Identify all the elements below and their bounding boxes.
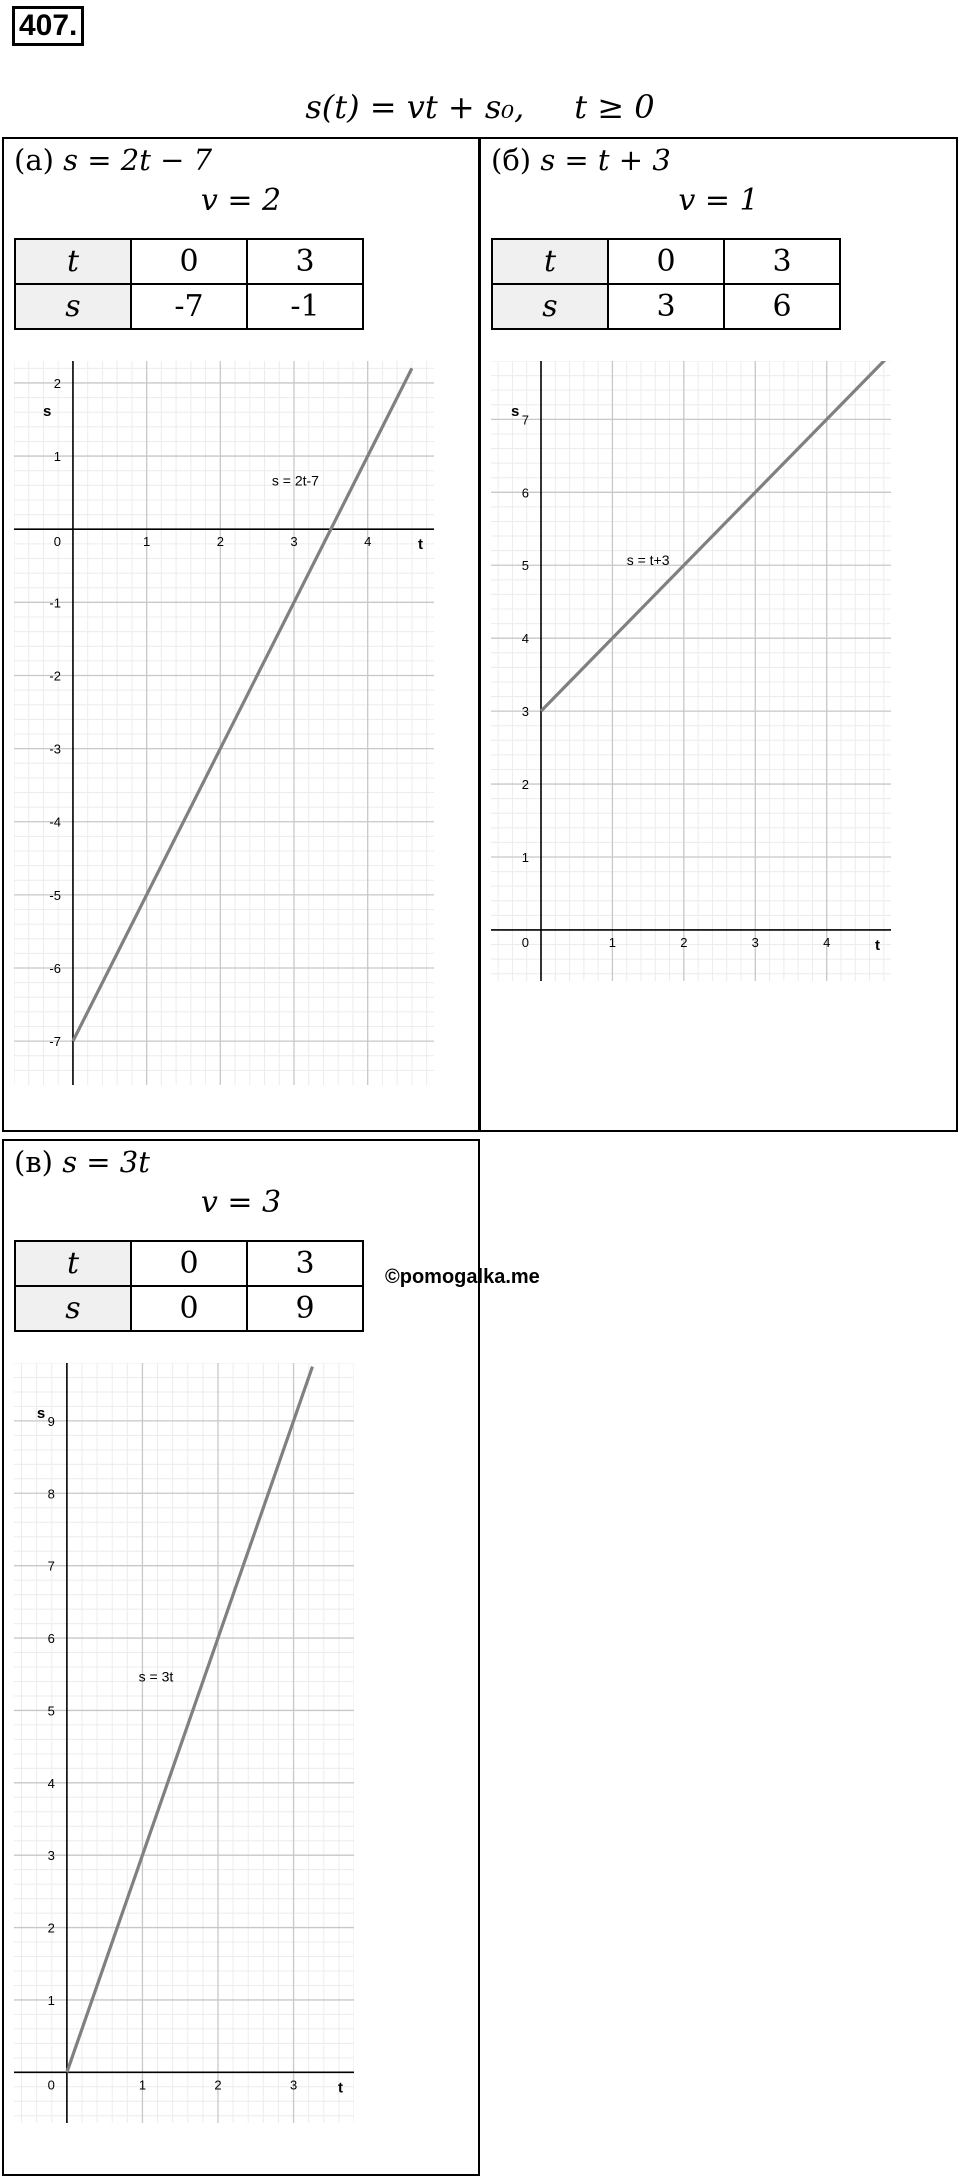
y-tick-label: 4 <box>521 631 529 647</box>
table-row-t <box>492 239 840 284</box>
y-tick-label: 1 <box>521 850 529 865</box>
y-tick-label: 6 <box>47 1631 55 1647</box>
y-tick-label: 1 <box>53 449 61 465</box>
t-value: 0 <box>131 239 247 284</box>
origin-label: 0 <box>521 934 529 950</box>
x-tick-label: 3 <box>290 534 298 550</box>
table-row-s <box>15 284 363 329</box>
panel-equation: s = 3t <box>62 1145 150 1179</box>
y-tick-label: 3 <box>47 1848 55 1864</box>
x-axis-label: t <box>875 936 880 954</box>
panel-label: (а) <box>14 143 54 177</box>
y-tick-label: -2 <box>49 668 61 684</box>
general-formula <box>0 88 960 126</box>
s-header: s <box>492 284 608 329</box>
table-row-t <box>15 239 363 284</box>
panel-label: (в) <box>14 1145 53 1179</box>
x-tick-label: 4 <box>823 934 831 950</box>
s-value: 0 <box>131 1286 247 1331</box>
table-row-s <box>492 284 840 329</box>
panel-title <box>491 143 671 177</box>
panel-label: (б) <box>491 143 532 177</box>
formula-condition: t ≥ 0 <box>574 88 655 126</box>
x-tick-label: 2 <box>216 534 224 550</box>
y-tick-label: -1 <box>49 595 61 611</box>
y-tick-label: 5 <box>47 1703 55 1719</box>
graph-c <box>14 1363 354 2123</box>
t-header: t <box>492 239 608 284</box>
t-value: 3 <box>247 1241 363 1286</box>
graph-b <box>491 361 891 981</box>
watermark: ©pomogalka.me <box>385 1266 540 1288</box>
s-header: s <box>15 284 131 329</box>
formula-main: s(t) = vt + s₀, <box>305 88 525 126</box>
y-tick-label: 7 <box>521 412 529 428</box>
y-tick-label: -5 <box>49 887 61 903</box>
x-axis-label: t <box>338 2079 343 2097</box>
y-tick-label: 7 <box>47 1558 55 1574</box>
origin-label: 0 <box>47 2077 55 2093</box>
task-number: 407. <box>12 6 84 46</box>
y-tick-label: 9 <box>47 1413 55 1429</box>
x-tick-label: 3 <box>289 2077 298 2093</box>
values-table <box>14 238 364 330</box>
panel-title <box>14 143 212 177</box>
graph-a <box>14 361 434 1085</box>
t-header: t <box>15 1241 131 1286</box>
y-tick-label: 3 <box>521 704 529 720</box>
t-value: 0 <box>131 1241 247 1286</box>
series-line <box>67 1367 313 2073</box>
y-tick-label: 2 <box>521 777 529 793</box>
x-tick-label: 1 <box>138 2077 147 2093</box>
x-tick-label: 2 <box>680 934 688 950</box>
panel-title <box>14 1145 150 1179</box>
x-tick-label: 3 <box>751 934 759 950</box>
table-row-t <box>15 1241 363 1286</box>
s-value: 6 <box>724 284 840 329</box>
panel-equation: s = t + 3 <box>540 143 671 177</box>
y-tick-label: 2 <box>47 1920 55 1936</box>
x-axis-label: t <box>418 536 423 554</box>
y-tick-label: 6 <box>521 485 529 501</box>
s-value: -1 <box>247 284 363 329</box>
y-axis-label: s <box>36 1405 46 1422</box>
y-tick-label: -7 <box>49 1034 61 1050</box>
line-annotation: s = 2t-7 <box>271 472 319 489</box>
y-tick-label: 8 <box>47 1486 55 1502</box>
panel-c <box>2 1139 480 2176</box>
t-value: 3 <box>724 239 840 284</box>
panel-b <box>479 137 958 1132</box>
line-annotation: s = 3t <box>138 1668 174 1685</box>
values-table <box>491 238 841 330</box>
y-tick-label: -4 <box>49 814 61 830</box>
s-header: s <box>15 1286 131 1331</box>
y-tick-label: -3 <box>49 741 61 757</box>
velocity-label: v = 2 <box>200 183 282 218</box>
x-tick-label: 1 <box>608 934 617 950</box>
t-value: 0 <box>608 239 724 284</box>
values-table <box>14 1240 364 1332</box>
y-tick-label: -6 <box>49 960 61 976</box>
x-tick-label: 2 <box>214 2077 222 2093</box>
panel-a <box>2 137 480 1132</box>
y-tick-label: 1 <box>47 1992 55 2008</box>
line-annotation: s = t+3 <box>626 552 670 569</box>
velocity-label: v = 3 <box>200 1185 282 1220</box>
table-row-s <box>15 1286 363 1331</box>
t-value: 3 <box>247 239 363 284</box>
y-axis-label: s <box>42 403 52 420</box>
y-tick-label: 5 <box>521 558 529 574</box>
s-value: -7 <box>131 284 247 329</box>
x-tick-label: 4 <box>364 534 372 550</box>
s-value: 3 <box>608 284 724 329</box>
velocity-label: v = 1 <box>678 183 759 218</box>
y-tick-label: 2 <box>53 375 61 391</box>
x-tick-label: 1 <box>143 534 151 550</box>
s-value: 9 <box>247 1286 363 1331</box>
origin-label: 0 <box>53 534 61 550</box>
panel-equation: s = 2t − 7 <box>63 143 213 177</box>
y-tick-label: 4 <box>47 1775 55 1791</box>
y-axis-label: s <box>511 403 520 420</box>
t-header: t <box>15 239 131 284</box>
